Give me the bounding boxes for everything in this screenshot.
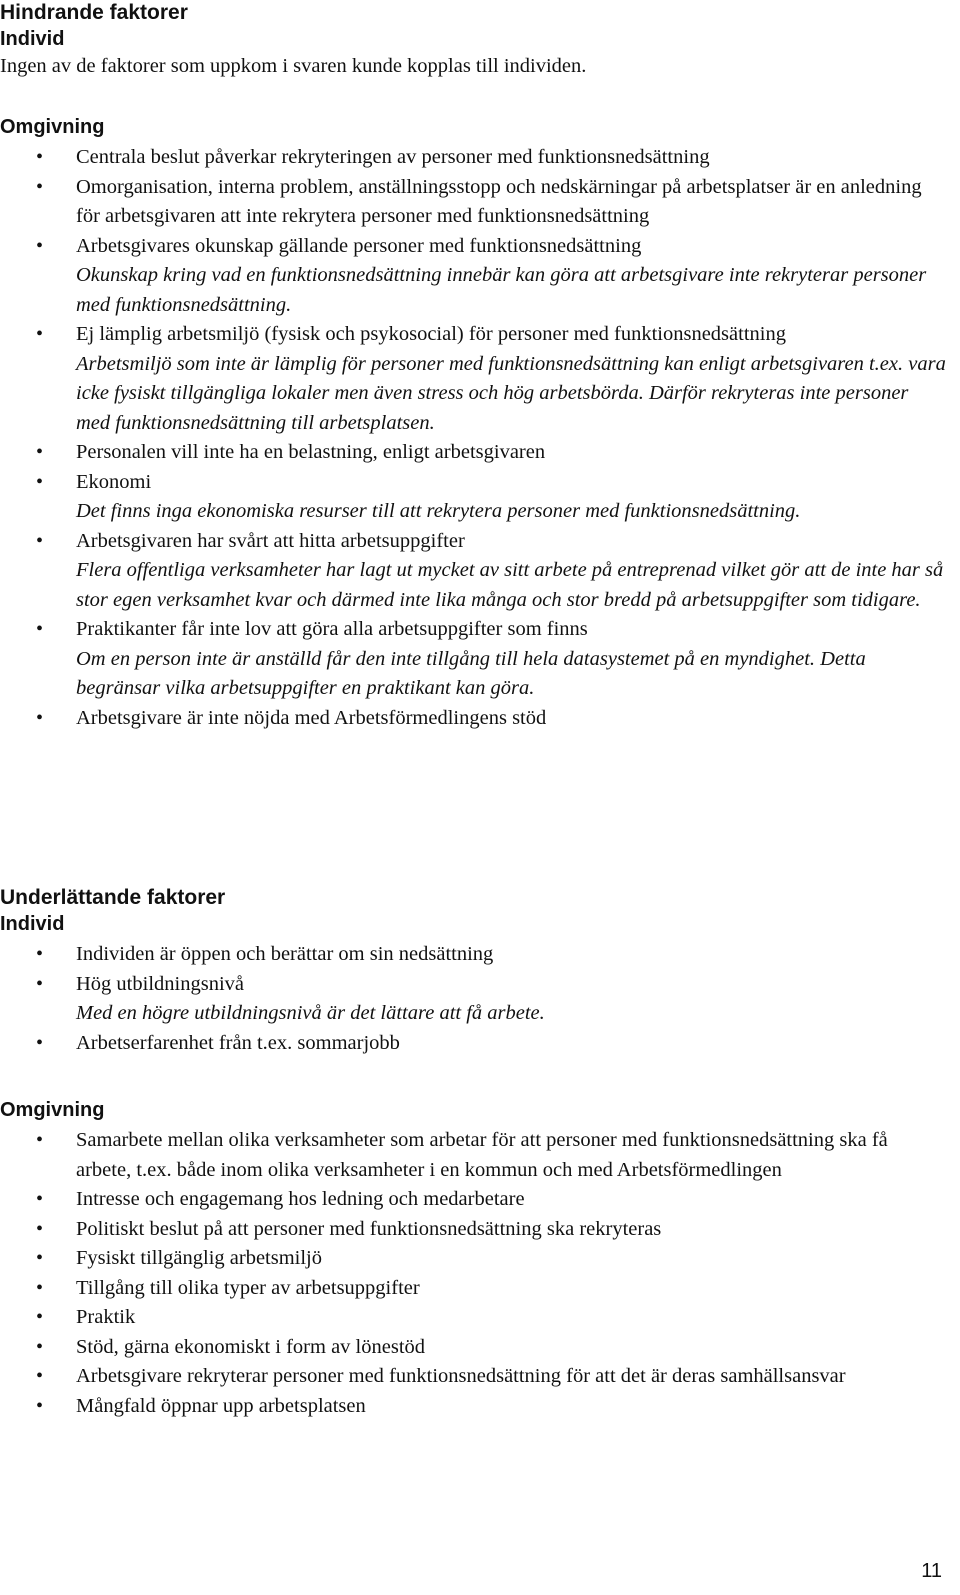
page-number: 11 bbox=[921, 1560, 942, 1582]
list-item-text: • Individen är öppen och berättar om sin nedsättning bbox=[76, 943, 494, 965]
list-item bbox=[0, 615, 946, 704]
list-item bbox=[0, 468, 946, 527]
list-item-text: • Intresse och engagemang hos ledning och medarbetare bbox=[76, 1188, 525, 1210]
list-item-text: • Praktik bbox=[76, 1306, 136, 1328]
hindrande-individ-text: Ingen av de faktorer som uppkom i svaren kunde kopplas till individen. bbox=[0, 55, 587, 77]
hindrande-omgivning-list bbox=[0, 143, 946, 733]
list-item-text: • Tillgång till olika typer av arbetsuppgifter bbox=[76, 1276, 420, 1299]
hindrande-title: Hindrande faktorer bbox=[0, 1, 188, 24]
underlattande-omgivning-heading: Omgivning bbox=[0, 1099, 105, 1121]
list-item-text: • Centrala beslut påverkar rekryteringen av personer med funktionsnedsättning bbox=[76, 146, 710, 168]
list-item-text: • Personalen vill inte ha en belastning, enligt arbetsgivaren bbox=[76, 441, 546, 463]
list-item bbox=[0, 320, 946, 438]
list-item-text: • Arbetsgivare är inte nöjda med Arbetsförmedlingens stöd bbox=[76, 706, 547, 729]
list-item bbox=[0, 1029, 946, 1059]
list-item-text: • Politiskt beslut på att personer med funktionsnedsättning ska rekryteras bbox=[76, 1217, 662, 1240]
underlattande-individ-list bbox=[0, 940, 946, 1058]
list-item bbox=[0, 173, 946, 232]
list-item-text: • Arbetsgivares okunskap gällande personer med funktionsnedsättning bbox=[76, 234, 642, 257]
list-item bbox=[0, 970, 946, 1029]
list-item-note: Om en person inte är anställd får den inte tillgång till hela datasystemet på en myndighet. Detta begränsar vilka arbetsuppgifter en praktikant kan göra. bbox=[76, 647, 866, 699]
list-item-note: Arbetsmiljö som inte är lämplig för personer med funktionsnedsättning kan enligt arbetsgivaren t.ex. vara icke fysiskt tillgängliga lokaler men även stress och hög arbetsbörda. Därför rekryteras inte personer med funktionsnedsättning till arbetsplatsen. bbox=[76, 352, 946, 434]
list-item-note: Det finns inga ekonomiska resurser till att rekrytera personer med funktionsnedsättning. bbox=[76, 500, 801, 522]
list-item-text: • Samarbete mellan olika verksamheter som arbetar för att personer med funktionsnedsättning ska få arbete, t.ex. både inom olika verksamheter i en kommun och med Arbetsförmedlingen bbox=[76, 1129, 888, 1181]
list-item-text: • Ej lämplig arbetsmiljö (fysisk och psykosocial) för personer med funktionsnedsättning bbox=[76, 323, 786, 345]
list-item-note: Okunskap kring vad en funktionsnedsättning innebär kan göra att arbetsgivare inte rekryterar personer med funktionsnedsättning. bbox=[76, 264, 927, 316]
underlattande-individ-heading: Individ bbox=[0, 913, 65, 935]
hindrande-individ-heading: Individ bbox=[0, 28, 65, 50]
list-item-text: • Arbetserfarenhet från t.ex. sommarjobb bbox=[76, 1031, 400, 1054]
list-item bbox=[0, 1274, 946, 1304]
list-item-text: • Praktikanter får inte lov att göra alla arbetsuppgifter som finns bbox=[76, 618, 588, 640]
list-item bbox=[0, 1126, 946, 1185]
list-item bbox=[0, 1215, 946, 1245]
underlattande-omgivning-section bbox=[0, 1097, 946, 1421]
list-item bbox=[0, 1333, 946, 1363]
list-item bbox=[0, 1303, 946, 1333]
list-item-text: • Stöd, gärna ekonomiskt i form av lönestöd bbox=[76, 1335, 426, 1358]
list-item-text: • Omorganisation, interna problem, anställningsstopp och nedskärningar på arbetsplatser är en anledning för arbetsgivaren att inte rekrytera personer med funktionsnedsättning bbox=[76, 175, 922, 227]
list-item-text: • Arbetsgivare rekryterar personer med funktionsnedsättning för att det är deras samhällsansvar bbox=[76, 1365, 846, 1387]
list-item bbox=[0, 704, 946, 734]
list-item bbox=[0, 1185, 946, 1215]
underlattande-section bbox=[0, 885, 946, 1058]
list-item-text: • Fysiskt tillgänglig arbetsmiljö bbox=[76, 1247, 322, 1269]
hindrande-section bbox=[0, 0, 900, 82]
underlattande-omgivning-list bbox=[0, 1126, 946, 1421]
list-item bbox=[0, 1362, 946, 1392]
list-item-text: • Hög utbildningsnivå bbox=[76, 972, 244, 995]
list-item bbox=[0, 438, 946, 468]
list-item-text: • Mångfald öppnar upp arbetsplatsen bbox=[76, 1394, 366, 1417]
list-item bbox=[0, 232, 946, 321]
list-item-text: • Ekonomi bbox=[76, 470, 152, 493]
underlattande-title: Underlättande faktorer bbox=[0, 886, 226, 909]
list-item bbox=[0, 940, 946, 970]
hindrande-omgivning-section bbox=[0, 114, 946, 733]
list-item bbox=[0, 1244, 946, 1274]
list-item-note: Flera offentliga verksamheter har lagt ut mycket av sitt arbete på entreprenad vilket gör att de inte har så stor egen verksamhet kvar och därmed inte lika många och stor bredd på arbetsuppgifter som tidigare. bbox=[76, 559, 944, 611]
list-item bbox=[0, 1392, 946, 1422]
list-item-text: • Arbetsgivaren har svårt att hitta arbetsuppgifter bbox=[76, 529, 465, 552]
list-item bbox=[0, 527, 946, 616]
list-item bbox=[0, 143, 946, 173]
list-item-note: Med en högre utbildningsnivå är det lättare att få arbete. bbox=[76, 1002, 545, 1024]
hindrande-omgivning-heading: Omgivning bbox=[0, 116, 105, 138]
